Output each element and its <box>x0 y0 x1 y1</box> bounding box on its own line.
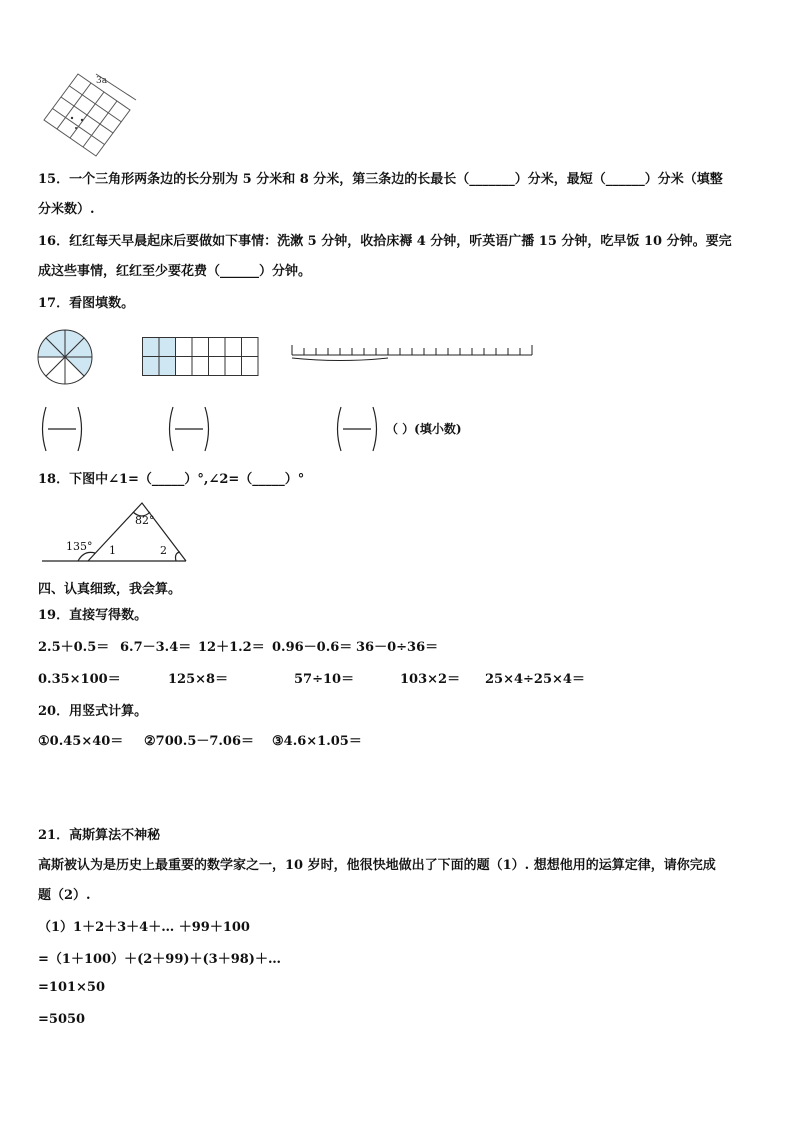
q20-item-1: ①0.45×40＝ <box>38 734 124 749</box>
q19-title: 19．直接写得数。 <box>38 608 148 623</box>
shaded-circle <box>36 328 94 386</box>
angle-2-label: 2 <box>160 544 167 557</box>
q21-line3: =101×50 <box>38 980 106 995</box>
figure-label: 3a <box>96 76 108 86</box>
q16-line2: 成这些事情，红红至少要花费（______）分钟。 <box>38 264 312 279</box>
angle-1-label: 1 <box>109 544 116 557</box>
number-line <box>290 343 535 365</box>
q19-r2-c1: 0.35×100＝ <box>38 672 121 687</box>
bar-cell <box>192 357 209 376</box>
fraction-answer-1[interactable] <box>38 406 86 452</box>
fraction-answer-3[interactable] <box>333 406 381 452</box>
q19-r1-c5: 36－0÷36＝ <box>356 640 439 655</box>
q21-title: 21．高斯算法不神秘 <box>38 828 161 843</box>
q19-r1-c3: 12＋1.2＝ <box>198 640 265 655</box>
q21-line4: =5050 <box>38 1012 86 1027</box>
bar-cell <box>225 338 242 357</box>
q20-title: 20．用竖式计算。 <box>38 704 148 719</box>
q18-title: 18．下图中∠1=（_____）°,∠2=（_____）° <box>38 472 305 487</box>
shaded-bar-grid <box>142 337 258 377</box>
q16-line1: 16．红红每天早晨起床后要做如下事情：洗漱 5 分钟，收拾床褥 4 分钟，听英语广播 15 分钟，吃早饭 10 分钟。要完 <box>38 234 732 249</box>
fraction-answer-2[interactable] <box>165 406 213 452</box>
section4-title: 四、认真细致，我会算。 <box>38 582 182 597</box>
q19-r2-c2: 125×8＝ <box>168 672 229 687</box>
q19-r1-c1: 2.5＋0.5＝ <box>38 640 110 655</box>
q19-r1-c2: 6.7－3.4＝ <box>120 640 192 655</box>
bar-cell <box>209 357 226 376</box>
rotated-grid-figure <box>38 70 138 160</box>
bar-cell <box>242 338 259 357</box>
q21-para2: 题（2）. <box>38 888 91 903</box>
q20-item-3: ③4.6×1.05＝ <box>272 734 362 749</box>
bar-cell <box>192 338 209 357</box>
q21-para1: 高斯被认为是历史上最重要的数学家之一，10 岁时，他很快地做出了下面的题（1）. 想想他用的运算定律，请你完成 <box>38 858 716 873</box>
q19-r2-c3: 57÷10＝ <box>294 672 355 687</box>
q21-line1: （1）1＋2＋3＋4＋… ＋99＋100 <box>38 920 250 935</box>
angle-135-label: 135° <box>66 540 93 553</box>
q17-decimal-note: （ ）(填小数) <box>386 422 462 436</box>
q15-line2: 分米数）. <box>38 202 95 217</box>
bar-cell <box>143 357 160 376</box>
bar-cell <box>242 357 259 376</box>
q19-r2-c4: 103×2＝ <box>400 672 461 687</box>
bar-cell <box>225 357 242 376</box>
q20-item-2: ②700.5－7.06＝ <box>144 734 255 749</box>
q19-r1-c4: 0.96－0.6＝ <box>272 640 353 655</box>
bar-cell <box>176 338 193 357</box>
bar-cell <box>159 338 176 357</box>
q15-line1: 15．一个三角形两条边的长分别为 5 分米和 8 分米，第三条边的长最长（_______）分米，最短（______）分米（填整 <box>38 172 723 187</box>
q17-title: 17．看图填数。 <box>38 296 135 311</box>
q19-r2-c5: 25×4÷25×4＝ <box>485 672 585 687</box>
bar-cell <box>209 338 226 357</box>
bar-cell <box>159 357 176 376</box>
bar-cell <box>143 338 160 357</box>
angle-82-label: 82° <box>135 514 155 527</box>
q21-line2: =（1＋100）＋(2＋99)＋(3＋98)＋… <box>38 952 281 967</box>
bar-cell <box>176 357 193 376</box>
